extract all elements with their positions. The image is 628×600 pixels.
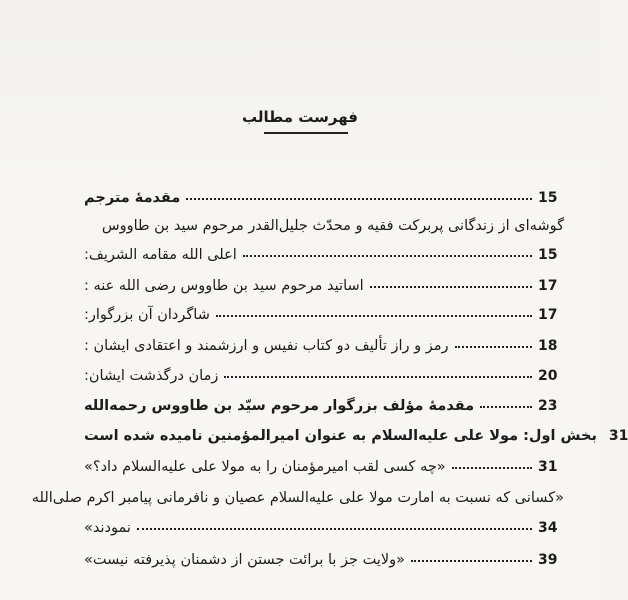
toc-page-number: 23 bbox=[538, 398, 558, 414]
toc-entry-title: «چه کسی لقب امیرمؤمنان را به مولا علی علیه‌السلام داد؟» bbox=[84, 459, 446, 475]
toc-page-number: 17 bbox=[538, 307, 558, 323]
toc-entry-title: نمودند» bbox=[84, 520, 131, 536]
toc-entry-title: «کسانی که نسبت به امارت مولا علی علیه‌السلام عصیان و نافرمانی پیامبر اکرم صلی‌الله bbox=[31, 490, 564, 506]
toc-page-number: 34 bbox=[538, 520, 558, 536]
toc-page-number: 17 bbox=[538, 278, 558, 294]
toc-entry-title: مقدمهٔ مترجم bbox=[84, 190, 181, 206]
toc-entry-title: گوشه‌ای از زندگانی پربرکت فقیه و محدّث جلیل‌القدر مرحوم سید بن طاووس bbox=[101, 218, 564, 234]
toc-entry-title: بخش اول: مولا علی علیه‌السلام به عنوان امیرالمؤمنین نامیده شده است bbox=[84, 428, 597, 444]
toc-entry[interactable] bbox=[84, 293, 564, 323]
toc-page-number: 15 bbox=[538, 190, 558, 206]
toc-entry[interactable] bbox=[84, 384, 564, 414]
toc-entry[interactable] bbox=[84, 445, 564, 475]
dot-leader bbox=[243, 255, 532, 257]
toc-entry[interactable] bbox=[84, 538, 564, 568]
dot-leader bbox=[216, 315, 532, 317]
page-bottom-edge bbox=[0, 592, 600, 600]
toc-page-number: 20 bbox=[538, 368, 558, 384]
toc-page-number: 18 bbox=[538, 338, 558, 354]
dot-leader bbox=[137, 528, 532, 530]
toc-entry-title: رمز و راز تألیف دو کتاب نفیس و ارزشمند و اعتقادی ایشان : bbox=[84, 338, 449, 354]
toc-page-number: 31 bbox=[538, 459, 558, 475]
toc-entry[interactable] bbox=[84, 204, 564, 234]
toc-page-number: 39 bbox=[538, 552, 558, 568]
dot-leader bbox=[186, 198, 532, 200]
dot-leader bbox=[411, 560, 532, 562]
toc-page-number: 31 bbox=[608, 428, 628, 444]
toc-entry-title: «ولایت جز با برائت جستن از دشمنان پذیرفته نیست» bbox=[84, 552, 406, 568]
toc-entry-title: زمان درگذشت ایشان: bbox=[84, 368, 219, 384]
toc-page-number: 15 bbox=[538, 247, 558, 263]
toc-entry[interactable] bbox=[84, 324, 564, 354]
toc-entry[interactable] bbox=[84, 176, 564, 206]
toc-entry[interactable] bbox=[84, 354, 564, 384]
title-underline bbox=[264, 132, 348, 134]
dot-leader bbox=[224, 376, 532, 378]
dot-leader bbox=[370, 286, 532, 288]
title-container bbox=[0, 104, 600, 132]
dot-leader bbox=[480, 406, 532, 408]
toc-entry-title: اساتید مرحوم سید بن طاووس رضی الله عنه : bbox=[84, 278, 364, 294]
dot-leader bbox=[452, 467, 532, 469]
toc-entry-title: شاگردان آن بزرگوار: bbox=[84, 307, 210, 323]
toc-entry[interactable] bbox=[84, 264, 564, 294]
toc-entry[interactable] bbox=[31, 476, 564, 506]
page-title: فهرست مطالب bbox=[242, 108, 358, 126]
toc-entry[interactable] bbox=[84, 414, 628, 444]
toc-entry[interactable] bbox=[84, 233, 564, 263]
toc-entry-title: مقدمهٔ مؤلف بزرگوار مرحوم سیّد بن طاووس رحمه‌الله bbox=[84, 398, 475, 414]
dot-leader bbox=[455, 346, 532, 348]
toc-entry-title: اعلی الله مقامه الشریف: bbox=[84, 247, 237, 263]
toc-entry[interactable] bbox=[84, 506, 564, 536]
